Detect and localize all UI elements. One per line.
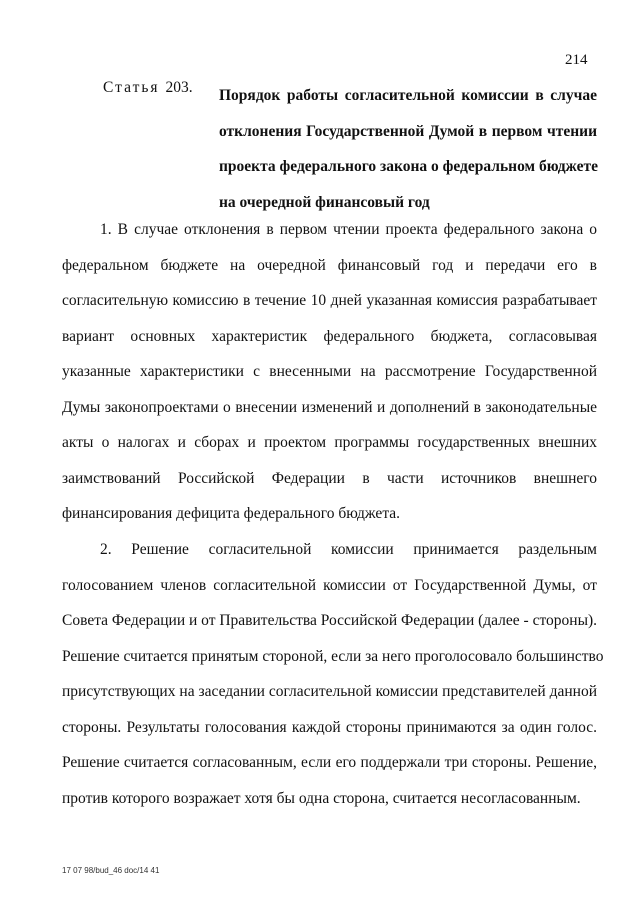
- article-title: [219, 78, 597, 220]
- paragraph-line: федеральном бюджете на очередной финансовый год и передачи его в: [62, 256, 597, 274]
- paragraph-line: Решение считается принятым стороной, если за него проголосовало большинство: [62, 647, 604, 665]
- footer-file-stamp: 17 07 98/bud_46 doc/14 41: [62, 866, 160, 875]
- paragraph-line: Думы законопроектами о внесении изменений и дополнений в законодательные: [62, 398, 597, 416]
- article-title-line: отклонения Государственной Думой в первом чтении: [219, 122, 597, 140]
- paragraph-1: [62, 212, 597, 532]
- paragraph-line: Совета Федерации и от Правительства Российской Федерации (далее - стороны).: [62, 612, 598, 629]
- paragraph-line: вариант основных характеристик федерального бюджета, согласовывая: [62, 327, 597, 345]
- article-title-line: проекта федерального закона о федеральном бюджете: [219, 158, 598, 175]
- article-number: 203.: [165, 79, 193, 96]
- article-title-line: на очередной финансовый год: [219, 193, 430, 211]
- article-title-line: Порядок работы согласительной комиссии в случае: [219, 87, 597, 104]
- article-label-word: Статья: [103, 79, 160, 96]
- paragraph-line: 1. В случае отклонения в первом чтении проекта федерального закона о: [100, 221, 597, 238]
- page-number: 214: [565, 52, 588, 68]
- paragraph-line: указанные характеристики с внесенными на рассмотрение Государственной: [62, 363, 597, 380]
- paragraph-line: согласительную комиссию в течение 10 дней указанная комиссия разрабатывает: [62, 292, 597, 309]
- paragraph-line: заимствований Российской Федерации в части источников внешнего: [62, 469, 597, 487]
- paragraph-line: Решение считается согласованным, если его поддержали три стороны. Решение,: [62, 754, 597, 771]
- paragraph-line: финансирования дефицита федерального бюджета.: [62, 505, 401, 522]
- paragraph-line: 2. Решение согласительной комиссии принимается раздельным: [100, 541, 597, 558]
- paragraph-line: акты о налогах и сборах и проектом программы государственных внешних: [62, 434, 597, 451]
- paragraph-line: голосованием членов согласительной комиссии от Государственной Думы, от: [62, 576, 597, 594]
- paragraph-line: присутствующих на заседании согласительной комиссии представителей данной: [62, 683, 597, 700]
- article-label: [103, 79, 193, 97]
- paragraph-line: стороны. Результаты голосования каждой стороны принимаются за один голос.: [62, 718, 597, 736]
- paragraph-2: [62, 532, 604, 816]
- paragraph-line: против которого возражает хотя бы одна сторона, считается несогласованным.: [62, 789, 581, 807]
